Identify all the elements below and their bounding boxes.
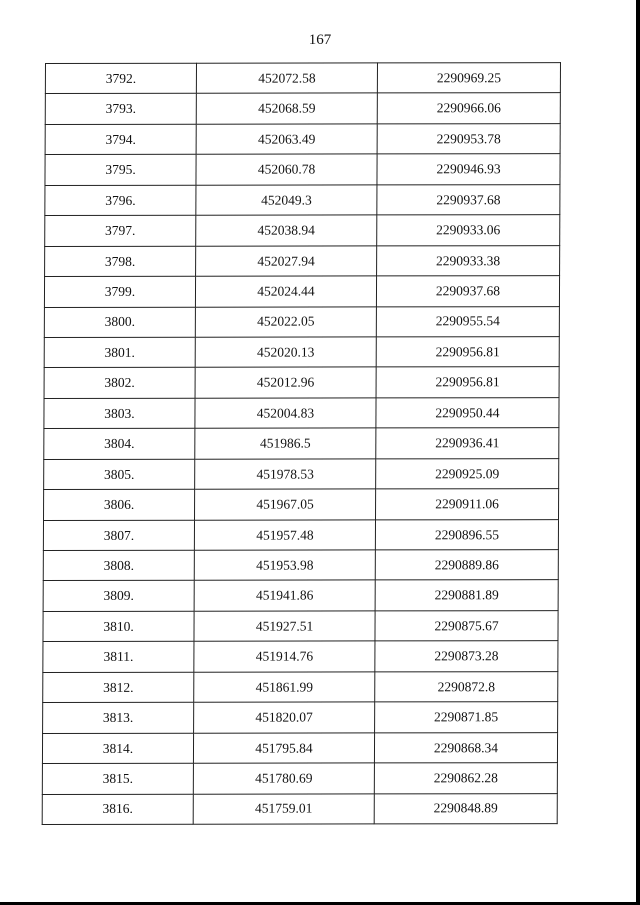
table-row [43, 610, 558, 641]
point-number-cell: 3814. [42, 733, 193, 764]
point-number-cell: 3806. [44, 489, 195, 520]
point-number-cell: 3809. [43, 581, 194, 612]
y-coordinate-cell: 2290875.67 [375, 610, 558, 641]
x-coordinate-cell: 451927.51 [194, 611, 375, 642]
point-number-cell: 3812. [43, 672, 194, 703]
table-row [43, 550, 558, 581]
x-coordinate-cell: 451780.69 [193, 763, 374, 794]
table-row [45, 93, 560, 124]
point-number-cell: 3800. [44, 307, 195, 338]
x-coordinate-cell: 451978.53 [195, 459, 376, 490]
point-number-cell: 3805. [44, 459, 195, 490]
point-number-cell: 3810. [43, 611, 194, 642]
table-row [43, 641, 558, 672]
x-coordinate-cell: 451957.48 [194, 519, 375, 550]
x-coordinate-cell: 451986.5 [195, 428, 376, 459]
point-number-cell: 3792. [45, 63, 196, 94]
y-coordinate-cell: 2290933.38 [377, 245, 560, 276]
table-row [44, 337, 559, 368]
y-coordinate-cell: 2290868.34 [374, 732, 557, 763]
y-coordinate-cell: 2290955.54 [376, 306, 559, 337]
x-coordinate-cell: 452024.44 [195, 276, 376, 307]
y-coordinate-cell: 2290881.89 [375, 580, 558, 611]
table-row [45, 245, 560, 276]
coordinate-table-container [42, 62, 561, 825]
point-number-cell: 3804. [44, 428, 195, 459]
table-row [42, 793, 557, 824]
table-row [43, 519, 558, 550]
point-number-cell: 3797. [45, 215, 196, 246]
scan-edge-right [636, 0, 640, 905]
table-row [43, 702, 558, 733]
x-coordinate-cell: 451820.07 [194, 702, 375, 733]
y-coordinate-cell: 2290872.8 [375, 671, 558, 702]
table-row [44, 276, 559, 307]
y-coordinate-cell: 2290966.06 [377, 93, 560, 124]
y-coordinate-cell: 2290969.25 [377, 63, 560, 94]
y-coordinate-cell: 2290956.81 [376, 367, 559, 398]
table-row [44, 458, 559, 489]
x-coordinate-cell: 452004.83 [195, 398, 376, 429]
y-coordinate-cell: 2290936.41 [376, 428, 559, 459]
point-number-cell: 3796. [45, 185, 196, 216]
table-row [44, 428, 559, 459]
table-row [45, 184, 560, 215]
table-row [45, 123, 560, 154]
table-row [45, 154, 560, 185]
x-coordinate-cell: 452022.05 [195, 306, 376, 337]
point-number-cell: 3798. [45, 246, 196, 277]
point-number-cell: 3794. [45, 124, 196, 155]
y-coordinate-cell: 2290946.93 [377, 154, 560, 185]
point-number-cell: 3816. [42, 794, 193, 825]
table-row [43, 671, 558, 702]
point-number-cell: 3807. [43, 520, 194, 551]
point-number-cell: 3811. [43, 642, 194, 673]
y-coordinate-cell: 2290871.85 [375, 702, 558, 733]
point-number-cell: 3803. [44, 398, 195, 429]
y-coordinate-cell: 2290950.44 [376, 397, 559, 428]
y-coordinate-cell: 2290956.81 [376, 337, 559, 368]
y-coordinate-cell: 2290933.06 [377, 215, 560, 246]
x-coordinate-cell: 452020.13 [195, 337, 376, 368]
point-number-cell: 3799. [44, 276, 195, 307]
table-row [44, 489, 559, 520]
point-number-cell: 3795. [45, 155, 196, 186]
table-row [45, 63, 560, 94]
y-coordinate-cell: 2290925.09 [376, 458, 559, 489]
y-coordinate-cell: 2290953.78 [377, 123, 560, 154]
point-number-cell: 3815. [42, 763, 193, 794]
x-coordinate-cell: 452049.3 [196, 185, 377, 216]
x-coordinate-cell: 452060.78 [196, 154, 377, 185]
point-number-cell: 3793. [45, 94, 196, 125]
x-coordinate-cell: 451953.98 [194, 550, 375, 581]
x-coordinate-cell: 451914.76 [194, 641, 375, 672]
y-coordinate-cell: 2290911.06 [376, 489, 559, 520]
x-coordinate-cell: 451759.01 [193, 793, 374, 824]
x-coordinate-cell: 452012.96 [195, 367, 376, 398]
x-coordinate-cell: 452072.58 [196, 63, 377, 94]
y-coordinate-cell: 2290896.55 [375, 519, 558, 550]
table-row [44, 397, 559, 428]
y-coordinate-cell: 2290848.89 [374, 793, 557, 824]
coordinate-table [42, 62, 561, 825]
point-number-cell: 3801. [44, 337, 195, 368]
table-row [42, 732, 557, 763]
page-number: 167 [308, 32, 332, 48]
x-coordinate-cell: 451967.05 [195, 489, 376, 520]
coordinate-table-body [42, 63, 560, 825]
point-number-cell: 3813. [43, 702, 194, 733]
x-coordinate-cell: 452068.59 [196, 93, 377, 124]
table-row [43, 580, 558, 611]
y-coordinate-cell: 2290937.68 [376, 276, 559, 307]
table-row [45, 215, 560, 246]
x-coordinate-cell: 451795.84 [193, 733, 374, 764]
x-coordinate-cell: 452027.94 [196, 246, 377, 277]
y-coordinate-cell: 2290862.28 [374, 763, 557, 794]
point-number-cell: 3802. [44, 368, 195, 399]
table-row [44, 306, 559, 337]
x-coordinate-cell: 451941.86 [194, 580, 375, 611]
y-coordinate-cell: 2290873.28 [375, 641, 558, 672]
table-row [44, 367, 559, 398]
point-number-cell: 3808. [43, 550, 194, 581]
table-row [42, 763, 557, 794]
x-coordinate-cell: 451861.99 [194, 672, 375, 703]
y-coordinate-cell: 2290889.86 [375, 550, 558, 581]
x-coordinate-cell: 452063.49 [196, 124, 377, 155]
y-coordinate-cell: 2290937.68 [377, 184, 560, 215]
x-coordinate-cell: 452038.94 [196, 215, 377, 246]
